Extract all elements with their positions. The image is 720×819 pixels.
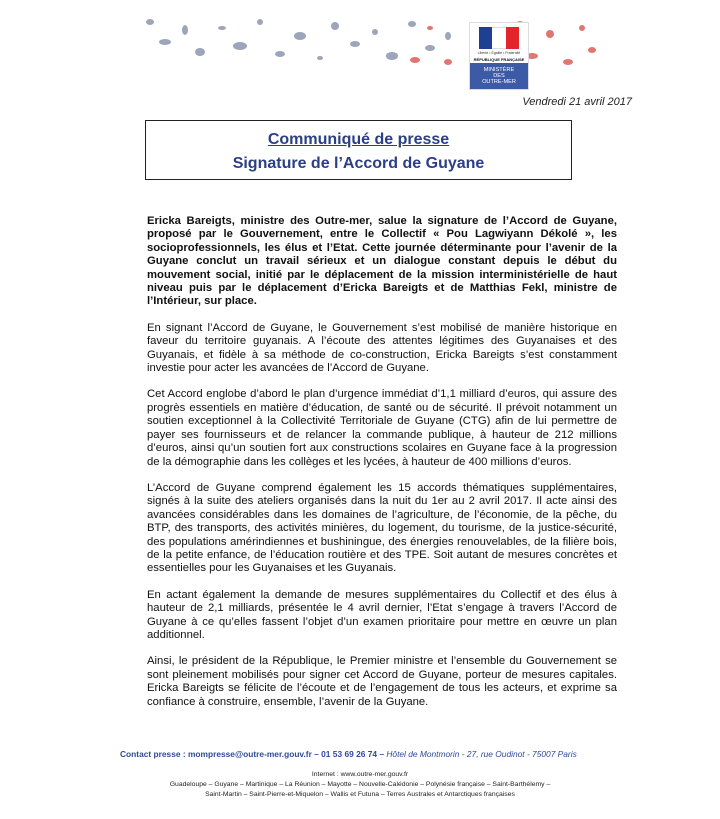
lead-paragraph: Ericka Bareigts, ministre des Outre-mer, salue la signature de l’Accord de Guyane, proposé par le Gouvernement, entre le Collectif « Pou Lagwiyann Dékolé », les socioprofessionnels, les élus et l’Etat. Cette journée déterminante pour l’avenir de la Guyane conclut un travail sérieux et un dialogue constant depuis le début du mouvement social, initié par le déplacement de la mission interministérielle de haut niveau puis par le déplacement d’Ericka Bareigts et de Matthias Fekl, ministre de l’Intérieur, sur place. [147,215,617,308]
release-date: Vendredi 21 avril 2017 [522,96,632,108]
ministry-logo [469,22,529,90]
footer-territories-line1: Guadeloupe – Guyane – Martinique – La Réunion – Mayotte – Nouvelle-Calédonie – Polynésie française – Saint-Barthélemy – [169,781,551,788]
press-release-subtitle: Signature de l’Accord de Guyane [232,155,485,172]
overseas-islands-decoration [130,10,600,80]
body-paragraph: L’Accord de Guyane comprend également les 15 accords thématiques supplémentaires, signés à la suite des ateliers organisés dans la nuit du 1er au 2 avril 2017. Il acte ainsi des avancées considérables dans les domaines de l’agriculture, de l’économie, de la pêche, du BTP, des transports, des activités minières, du logement, du tourisme, de la justice-sécurité, des populations amérindiennes et bushiningue, des énergies renouvelables, de la filière bois, de la petite enfance, de l’éducation routière et des TPE. Soit autant de mesures concrètes et essentielles pour les Guyanaises et les Guyanais. [147,481,617,575]
logo-republic: RÉPUBLIQUE FRANÇAISE [473,57,525,62]
press-contact-details: Contact presse : mompresse@outre-mer.gouv.fr – 01 53 69 26 74 – [120,749,385,759]
body-paragraph: Ainsi, le président de la République, le Premier ministre et l’ensemble du Gouvernement se sont pleinement mobilisés pour signer cet Accord de Guyane, porteur de mesures capitales. Ericka Bareigts se félicite de l’écoute et de l’engagement de tous les acteurs, et exprime sa confiance à construire, ensemble, l’avenir de la Guyane. [147,655,617,708]
press-release-body [147,215,617,722]
footer-internet: Internet : www.outre-mer.gouv.fr [311,771,409,778]
logo-ministry-line2: DES [493,73,505,80]
logo-ministry-box [470,63,528,89]
french-flag-icon [479,27,519,49]
header-band [130,10,600,86]
body-paragraph: En signant l’Accord de Guyane, le Gouvernement s’est mobilisé de manière historique en faveur du territoire guyanais. A l’écoute des attentes légitimes des Guyanaises et des Guyanais, et fidèle à sa méthode de co-construction, Ericka Bareigts s’est constamment investie pour acter les avancées de l’Accord de Guyane. [147,321,617,375]
footer-territories-line2: Saint-Martin – Saint-Pierre-et-Miquelon – Wallis et Futuna – Terres Australes et Antarctiques françaises [205,791,515,798]
press-release-title: Communiqué de presse [267,131,450,148]
title-box [145,120,572,180]
press-contact-address: Hôtel de Montmorin - 27, rue Oudinot - 75007 Paris [386,749,577,759]
logo-ministry-line3: OUTRE-MER [482,79,516,86]
logo-motto: Liberté • Égalité • Fraternité [477,51,521,55]
body-paragraph: En actant également la demande de mesures supplémentaires du Collectif et des élus à hauteur de 2,1 milliards, présentée le 4 avril dernier, l’Etat s’engage à travers l’Accord de Guyane à ce qu’elles fassent l’objet d’un examen prioritaire pour mettre en œuvre un plan additionnel. [147,588,617,641]
press-contact [120,749,577,759]
body-paragraph: Cet Accord englobe d’abord le plan d’urgence immédiat d’1,1 milliard d’euros, qui assure des progrès essentiels en matière d’éducation, de santé ou de sécurité. Il prévoit notamment un soutien exceptionnel à la Collectivité Territoriale de Guyane (CTG) afin de lui permettre de payer ses fournisseurs et de relancer la commande publique, à hauteur de 212 millions d’euros, ainsi qu’un soutien fort aux constructions scolaires en Guyane face à la progression de la démographie dans les collèges et les lycées, à hauteur de 400 millions d’euros. [147,388,617,468]
logo-ministry-line1: MINISTÈRE [483,67,515,73]
